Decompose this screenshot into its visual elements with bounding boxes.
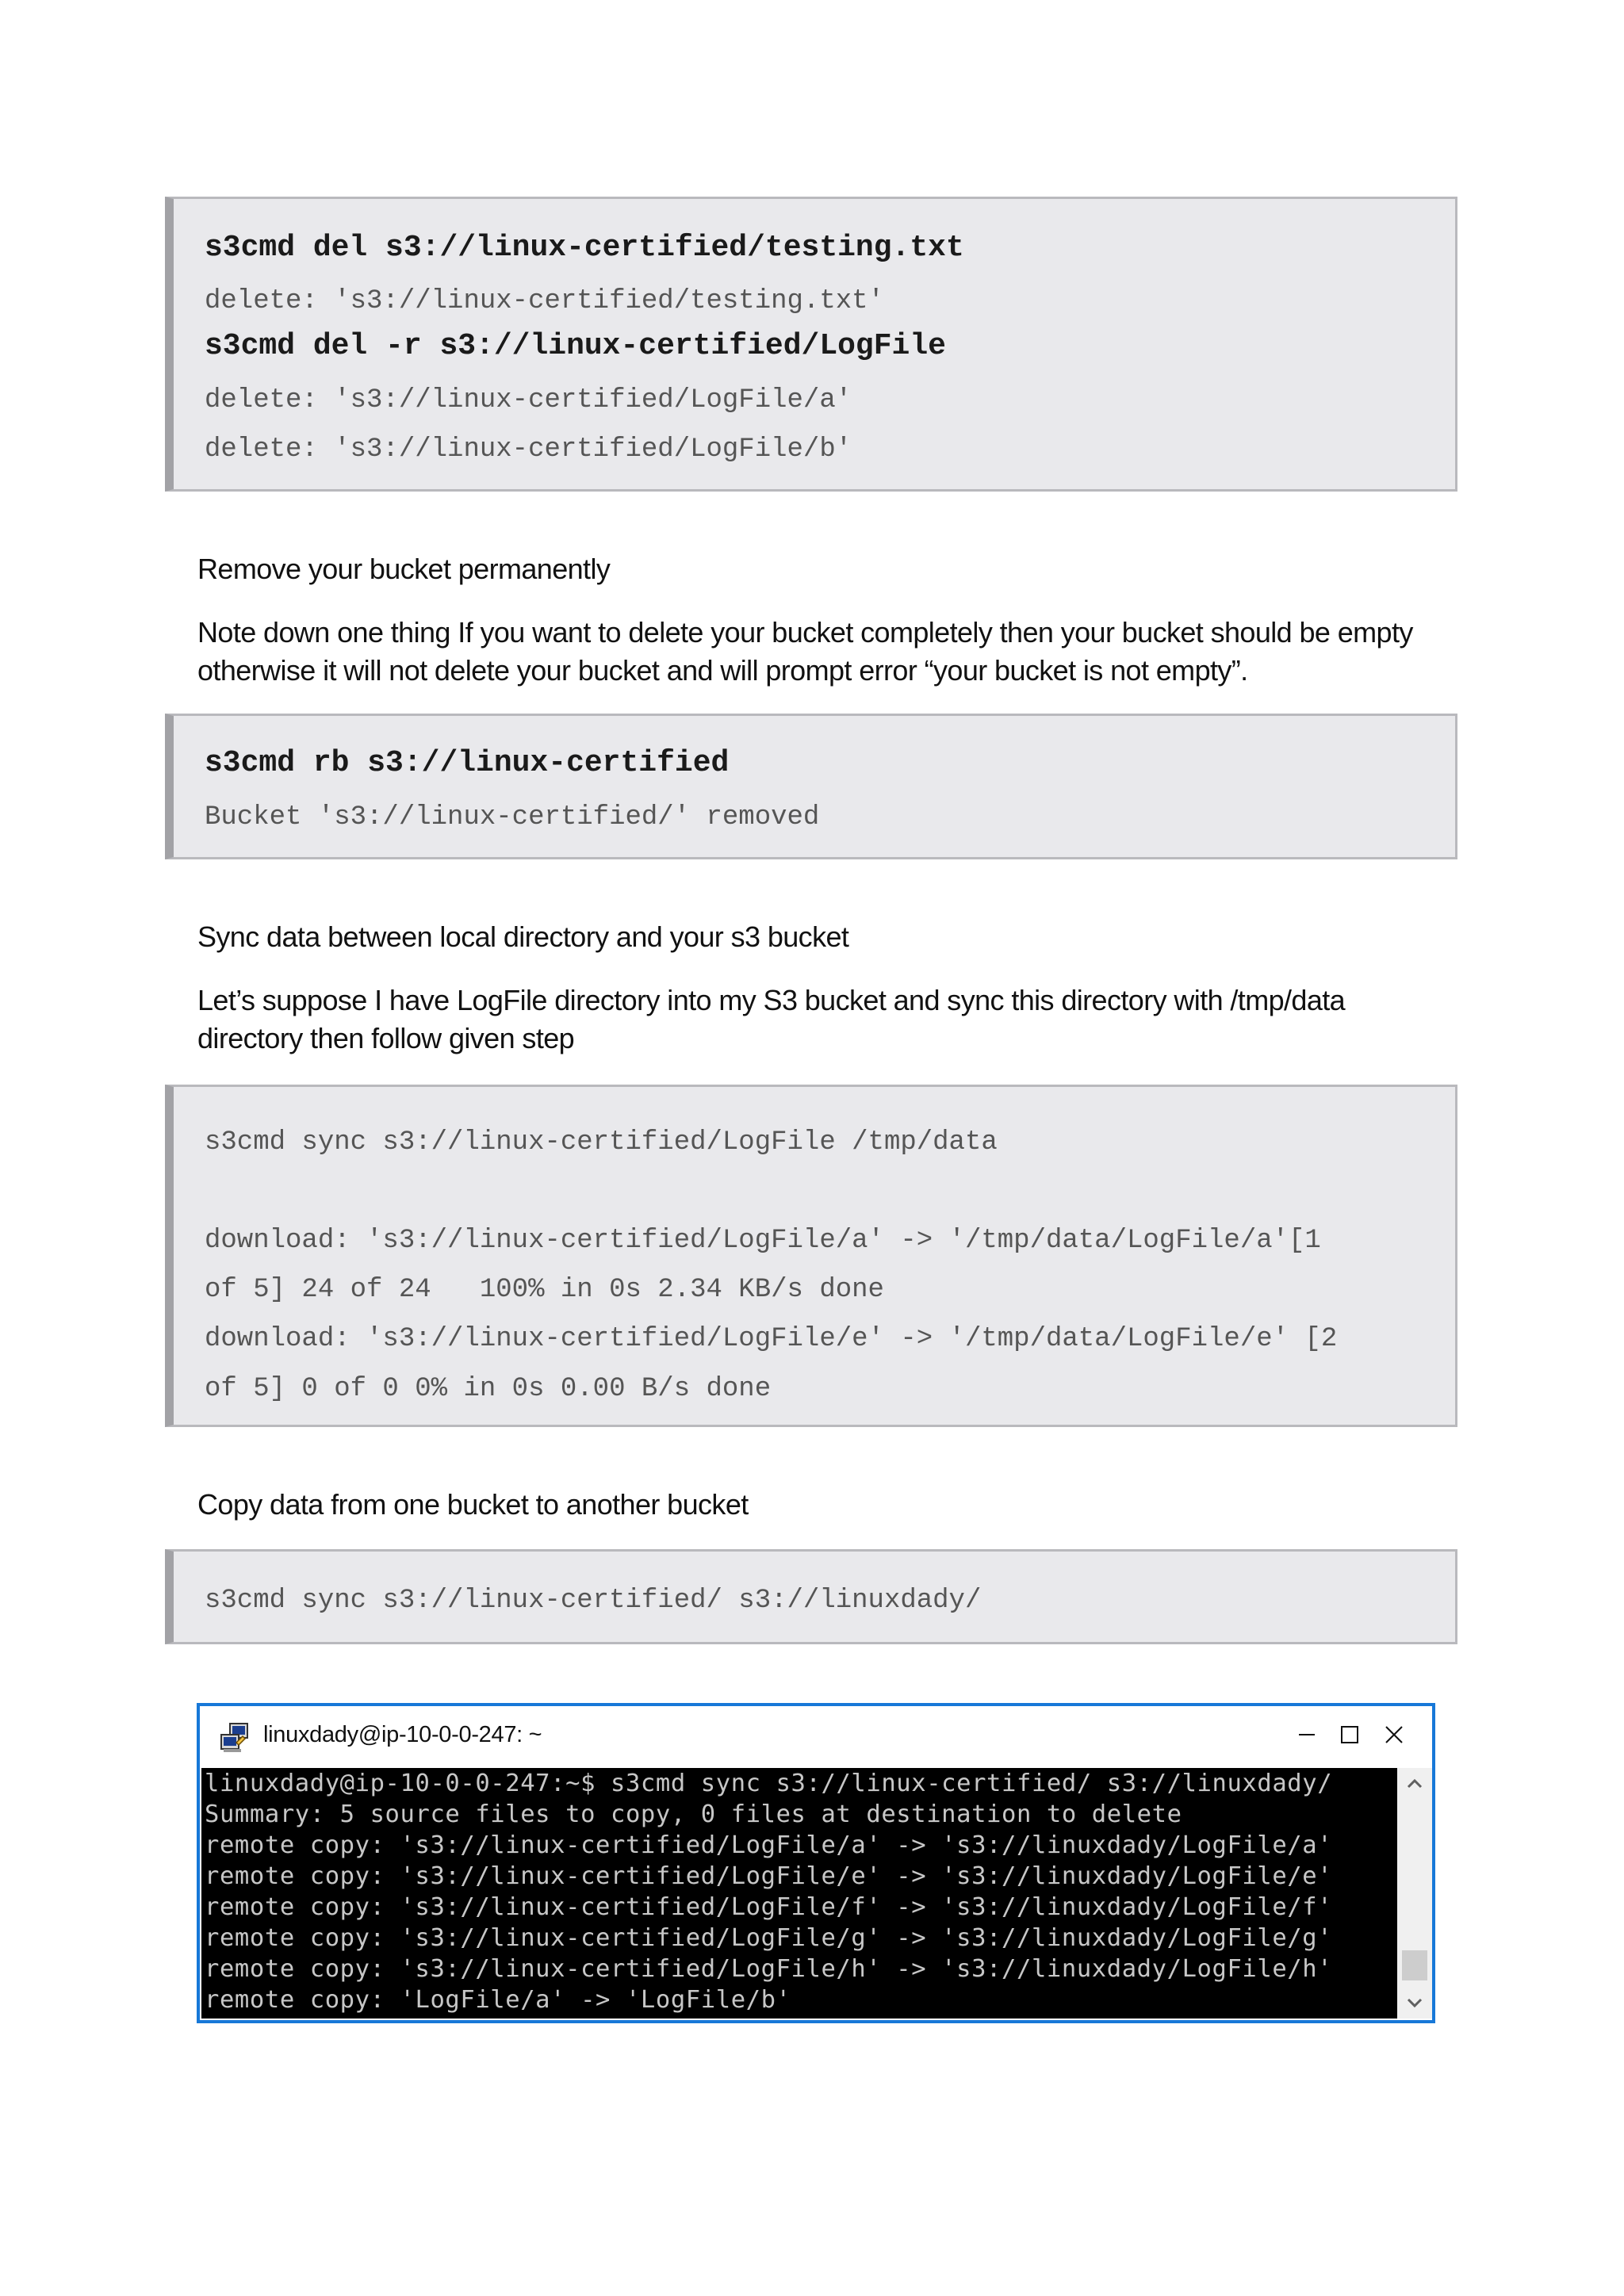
terminal-line: Summary: 5 source files to copy, 0 files at destination to delete [205,1800,1182,1828]
terminal-output[interactable] [201,1768,1397,2019]
scroll-up-icon[interactable] [1397,1768,1432,1800]
code-line: s3cmd del s3://linux-certified/testing.txt [205,231,964,265]
scroll-thumb[interactable] [1402,1950,1427,1980]
terminal-line: remote copy: 's3://linux-certified/LogFile/f' -> 's3://linuxdady/LogFile/f' [205,1893,1333,1921]
terminal-line: remote copy: 's3://linux-certified/LogFile/a' -> 's3://linuxdady/LogFile/a' [205,1831,1333,1859]
code-block-remove-bucket [165,714,1457,859]
section-heading-remove-bucket: Remove your bucket permanently [197,553,611,585]
terminal-line: remote copy: 's3://linux-certified/LogFile/h' -> 's3://linuxdady/LogFile/h' [205,1955,1333,1983]
terminal-line: remote copy: 'LogFile/a' -> 'LogFile/b' [205,1986,791,2014]
code-line: s3cmd rb s3://linux-certified [205,746,730,780]
code-line: of 5] 0 of 0 0% in 0s 0.00 B/s done [205,1374,772,1404]
code-line: delete: 's3://linux-certified/testing.txt' [205,286,884,316]
window-title: linuxdady@ip-10-0-0-247: ~ [263,1722,542,1747]
paragraph-remove-bucket-note: Note down one thing If you want to delete your bucket completely then your bucket should be empty otherwise it will not delete your bucket and will prompt error “your bucket is not empty”. [197,616,1413,687]
close-icon[interactable] [1377,1717,1411,1752]
section-heading-sync: Sync data between local directory and your s3 bucket [197,920,849,953]
code-line: s3cmd del -r s3://linux-certified/LogFile [205,329,946,363]
terminal-line: remote copy: 's3://linux-certified/LogFile/g' -> 's3://linuxdady/LogFile/g' [205,1924,1333,1952]
code-block-copy [165,1549,1457,1644]
vertical-scrollbar[interactable] [1397,1768,1432,2019]
maximize-icon[interactable] [1332,1717,1367,1752]
code-line: Bucket 's3://linux-certified/' removed [205,802,820,832]
section-heading-copy: Copy data from one bucket to another bucket [197,1488,749,1521]
minimize-icon[interactable] [1289,1717,1324,1752]
code-line: of 5] 24 of 24 100% in 0s 2.34 KB/s done [205,1275,884,1305]
putty-icon [219,1722,251,1754]
title-bar [200,1706,1432,1768]
terminal-line: linuxdady@ip-10-0-0-247:~$ s3cmd sync s3://linux-certified/ s3://linuxdady/ [205,1770,1333,1797]
code-line: download: 's3://linux-certified/LogFile/a' -> '/tmp/data/LogFile/a'[1 [205,1226,1321,1256]
code-line: s3cmd sync s3://linux-certified/LogFile /tmp/data [205,1127,998,1158]
code-block-delete [165,197,1457,492]
code-line: delete: 's3://linux-certified/LogFile/b' [205,434,852,465]
terminal-window [197,1703,1435,2023]
code-line: s3cmd sync s3://linux-certified/ s3://linuxdady/ [205,1586,982,1616]
code-line: download: 's3://linux-certified/LogFile/e' -> '/tmp/data/LogFile/e' [2 [205,1324,1338,1354]
terminal-line: remote copy: 's3://linux-certified/LogFile/e' -> 's3://linuxdady/LogFile/e' [205,1862,1333,1890]
paragraph-sync-note: Let’s suppose I have LogFile directory into my S3 bucket and sync this directory with /tmp/data directory then follow given step [197,984,1346,1054]
code-line: delete: 's3://linux-certified/LogFile/a' [205,385,852,415]
scroll-down-icon[interactable] [1397,1987,1432,2019]
code-block-sync [165,1085,1457,1427]
